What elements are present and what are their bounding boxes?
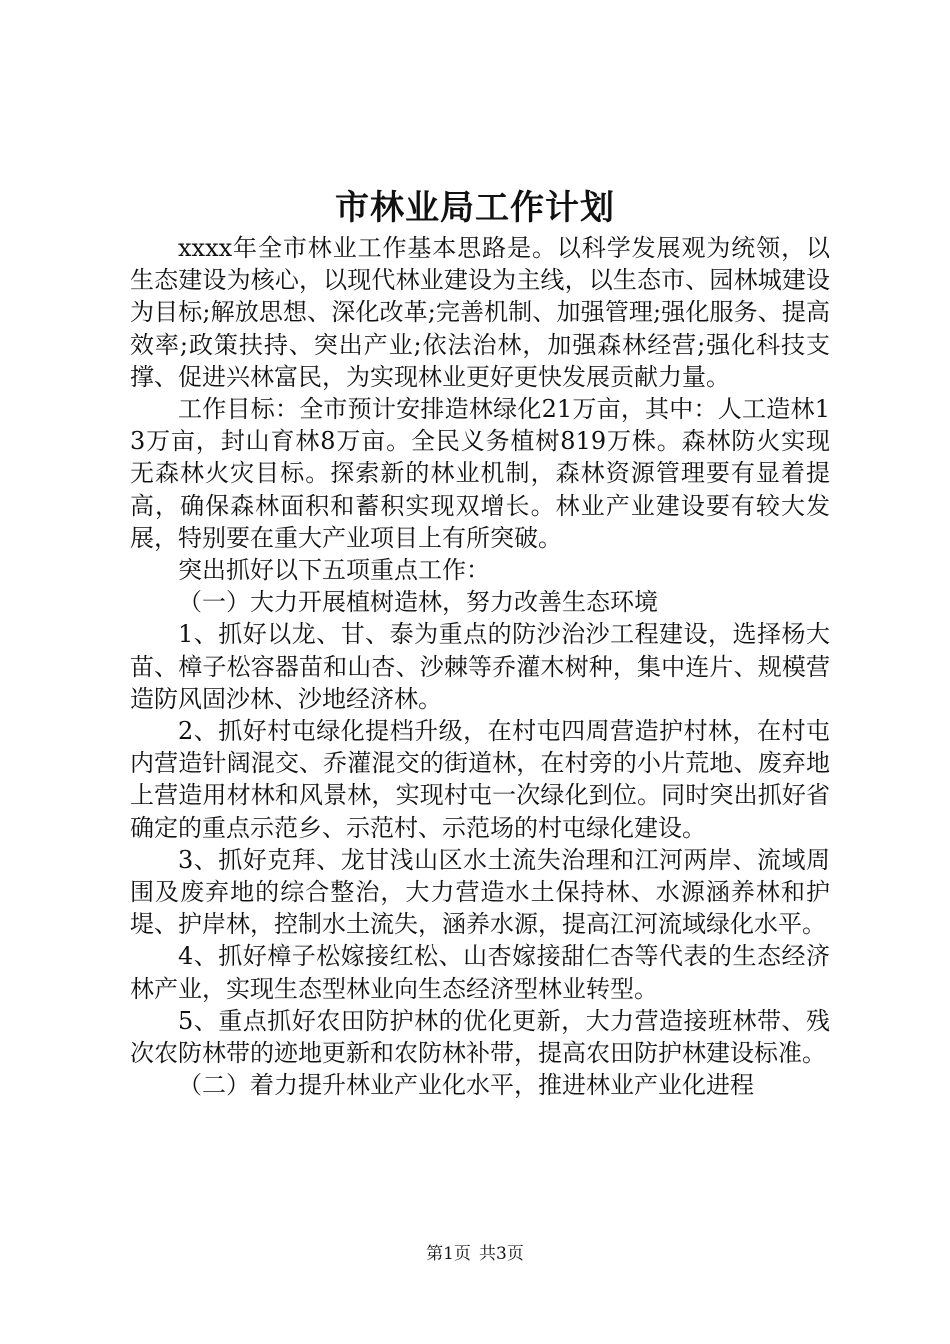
section-heading-2: （二）着力提升林业产业化水平，推进林业产业化进程 bbox=[178, 1071, 754, 1100]
paragraph-key-tasks-intro: 突出抓好以下五项重点工作： bbox=[178, 556, 490, 585]
page-total: 共3页 bbox=[479, 1244, 524, 1264]
list-item-1: 1、抓好以龙、甘、泰为重点的防沙治沙工程建设，选择杨大苗、樟子松容器苗和山杏、沙棘等乔灌木树种，集中连片、规模营造防风固沙林、沙地经济林。 bbox=[130, 620, 830, 713]
section-heading-1: （一）大力开展植树造林，努力改善生态环境 bbox=[178, 588, 658, 617]
document-body bbox=[130, 232, 830, 1101]
list-item-5: 5、重点抓好农田防护林的优化更新，大力营造接班林带、残次农防林带的迹地更新和农防林补带，提高农田防护林建设标准。 bbox=[130, 1006, 830, 1068]
page-number: 第1页 bbox=[426, 1244, 471, 1264]
list-item-2: 2、抓好村屯绿化提档升级，在村屯四周营造护村林，在村屯内营造针阔混交、乔灌混交的街道林，在村旁的小片荒地、废弃地上营造用材林和风景林，实现村屯一次绿化到位。同时突出抓好省确定的重点示范乡、示范村、示范场的村屯绿化建设。 bbox=[130, 717, 830, 842]
list-item-4: 4、抓好樟子松嫁接红松、山杏嫁接甜仁杏等代表的生态经济林产业，实现生态型林业向生态经济型林业转型。 bbox=[130, 942, 830, 1003]
list-item-3: 3、抓好克拜、龙甘浅山区水土流失治理和江河两岸、流域周围及废弃地的综合整治，大力营造水土保持林、水源涵养林和护堤、护岸林，控制水土流失，涵养水源，提高江河流域绿化水平。 bbox=[130, 845, 830, 939]
page-footer bbox=[0, 1242, 950, 1266]
paragraph-basic-approach: xxxx年全市林业工作基本思路是。以科学发展观为统领，以生态建设为核心，以现代林业建设为主线，以生态市、园林城建设为目标;解放思想、深化改革;完善机制、加强管理;强化服务、提高效率;政策扶持、突出产业;依法治林，加强森林经营;强化科技支撑、促进兴林富民，为实现林业更好更快发展贡献力量。 bbox=[130, 234, 830, 391]
document-title: 市林业局工作计划 bbox=[335, 188, 615, 228]
paragraph-work-goals: 工作目标：全市预计安排造林绿化21万亩，其中：人工造林13万亩，封山育林8万亩。全民义务植树819万株。森林防火实现无森林火灾目标。探索新的林业机制，森林资源管理要有显着提高，确保森林面积和蓄积实现双增长。林业产业建设要有较大发展，特别要在重大产业项目上有所突破。 bbox=[130, 395, 830, 552]
